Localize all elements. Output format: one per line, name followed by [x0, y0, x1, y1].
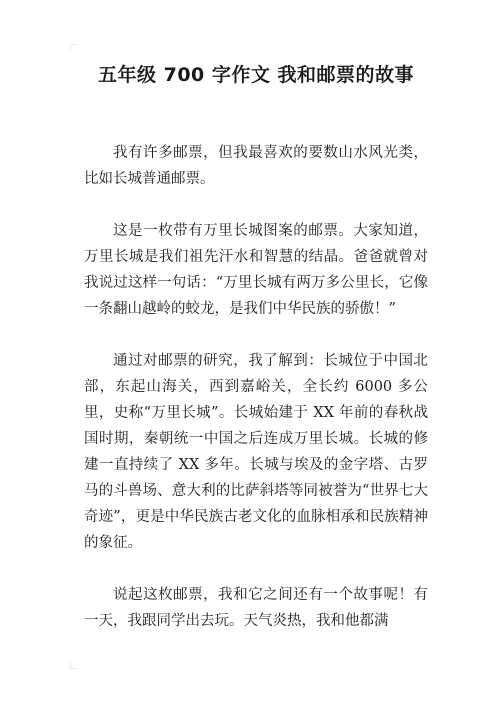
- page-corner-mark-top: [70, 44, 77, 51]
- document-body: [84, 140, 428, 634]
- paragraph: 通过对邮票的研究，我了解到：长城位于中国北部，东起山海关，西到嘉峪关，全长约 6000 多公里，史称“万里长城”。长城始建于 XX 年前的春秋战国时期，秦朝统一中国之后连成万里长城。长城的修建一直持续了 XX 多年。长城与埃及的金字塔、古罗马的斗兽场、意大利的比萨斜塔等同被誉为“世界七大奇迹”，更是中华民族古老文化的血脉相承和民族精神的象征。: [84, 353, 428, 551]
- paragraph: 说起这枚邮票，我和它之间还有一个故事呢！有一天，我跟同学出去玩。天气炎热，我和他都满: [84, 587, 428, 629]
- document-title: 五年级 700 字作文 我和邮票的故事: [97, 64, 414, 86]
- page-corner-mark-bottom: [70, 662, 77, 669]
- paragraph: 我有许多邮票，但我最喜欢的要数山水风光类，比如长城普通邮票。: [84, 145, 428, 187]
- paragraph: 这是一枚带有万里长城图案的邮票。大家知道，万里长城是我们祖先汗水和智慧的结晶。爸爸就曾对我说过这样一句话：“万里长城有两万多公里长，它像一条翻山越岭的蛟龙，是我们中华民族的骄傲！”: [84, 223, 428, 317]
